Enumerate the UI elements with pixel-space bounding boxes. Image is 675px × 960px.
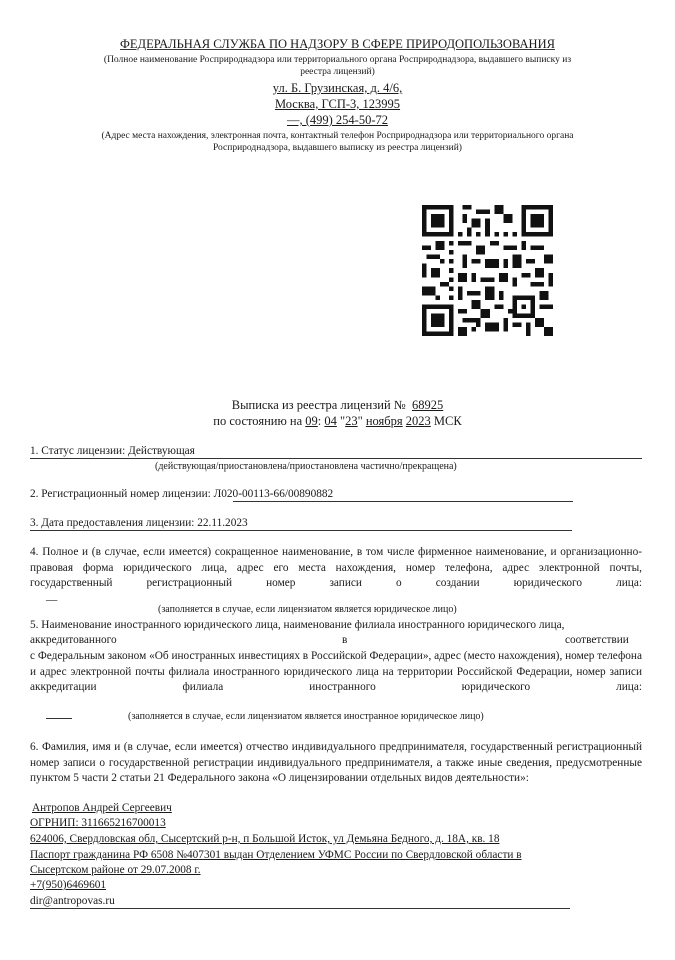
item-5-note: (заполняется в случае, если лицензиатом является иностранное юридическое лицо): [128, 711, 484, 722]
entrepreneur-email: dir@antropovas.ru: [30, 895, 115, 907]
status-row: 1. Статус лицензии: Действующая: [30, 445, 195, 457]
item-5-line2c: соответствии: [565, 634, 629, 646]
item-4-value: —: [46, 594, 58, 606]
regnum-row: 2. Регистрационный номер лицензии: Л020-00113-66/00890882: [30, 488, 334, 500]
entrepreneur-name: Антропов Андрей Сергеевич: [32, 802, 172, 814]
address-line-3: —, (499) 254-50-72: [286, 113, 389, 127]
status-value: Действующая: [128, 445, 195, 457]
entrepreneur-passport-1: Паспорт гражданина РФ 6508 №407301 выдан Отделением УФМС России по Свердловской области в: [30, 849, 522, 861]
extract-hour: 09: [305, 414, 318, 428]
item-4-note: (заполняется в случае, если лицензиатом является юридическое лицо): [158, 604, 457, 615]
item-5-line2b: в: [342, 634, 348, 646]
entrepreneur-email-line: [30, 908, 570, 909]
regnum-line: [233, 501, 573, 502]
item-6-text: 6. Фамилия, имя и (в случае, если имеется) отчество индивидуального предпринимателя, государственный регистрационный номер записи о государственной регистрации индивидуального предпринимателя, а также иные сведения, предусмотренные пунктом 5 части 2 статьи 21 Федерального закона «О лицензировании отдельных видов деятельности»:: [30, 741, 642, 784]
regnum-value: Л020-00113-66/00890882: [213, 488, 334, 500]
org-note-1: (Полное наименование Росприроднадзора или территориального органа Росприроднадзора, выдавшего выписку из: [103, 55, 572, 65]
address-note-1: (Адрес места нахождения, электронная почта, контактный телефон Росприроднадзора или территориального органа: [101, 131, 574, 141]
entrepreneur-phone: +7(950)6469601: [30, 879, 107, 891]
entrepreneur-ogrnip: ОГРНИП: 311665216700013: [30, 817, 166, 829]
date-row: 3. Дата предоставления лицензии: 22.11.2023: [30, 517, 248, 529]
address-note-2: Росприроднадзора, выдавшего выписку из реестра лицензий): [213, 143, 462, 153]
extract-number: 68925: [411, 398, 444, 412]
address-line-2: Москва, ГСП-3, 123995: [274, 97, 401, 111]
date-value: 22.11.2023: [197, 517, 248, 529]
extract-day: 23: [345, 414, 358, 428]
extract-date: по состоянию на 09: 04 "23" ноября 2023 МСК: [213, 414, 462, 428]
qr-code-icon: [422, 205, 553, 336]
status-line: [30, 458, 642, 459]
status-note: (действующая/приостановлена/приостановлена частично/прекращена): [155, 461, 457, 472]
extract-title: Выписка из реестра лицензий № 68925: [231, 398, 444, 412]
item-5-dash: [46, 706, 72, 724]
item-5-line1: 5. Наименование иностранного юридического лица, наименование филиала иностранного юридического лица,: [30, 619, 565, 631]
extract-month: ноября: [365, 414, 403, 428]
address-line-1: ул. Б. Грузинская, д. 4/6,: [272, 81, 403, 95]
item-5-line2a: аккредитованного: [30, 634, 117, 646]
entrepreneur-address: 624006, Свердловская обл, Сысертский р-н, п Большой Исток, ул Демьяна Бедного, д. 18А, кв. 18: [30, 833, 500, 845]
org-title: ФЕДЕРАЛЬНАЯ СЛУЖБА ПО НАДЗОРУ В СФЕРЕ ПРИРОДОПОЛЬЗОВАНИЯ: [120, 37, 555, 51]
extract-minute: 04: [324, 414, 337, 428]
date-line: [30, 530, 572, 531]
item-5-text: с Федеральным законом «Об иностранных инвестициях в Российской Федерации», адрес (место нахождения), номер телефона и адрес электронной почты филиала иностранного юридического лица на территории Российской Федерации, номер записи аккредитации филиала иностранного юридического лица:: [30, 650, 642, 693]
entrepreneur-passport-2: Сысертском районе от 29.07.2008 г.: [30, 864, 201, 876]
item-4-text: 4. Полное и (в случае, если имеется) сокращенное наименование, в том числе фирменное наименование, и организационно-правовая форма юридического лица, адрес его места нахождения, номер телефона, адрес электронной почты, государственный регистрационный номер записи о создании юридического лица:: [30, 546, 642, 589]
org-note-2: реестра лицензий): [300, 67, 375, 77]
extract-year: 2023: [405, 414, 431, 428]
